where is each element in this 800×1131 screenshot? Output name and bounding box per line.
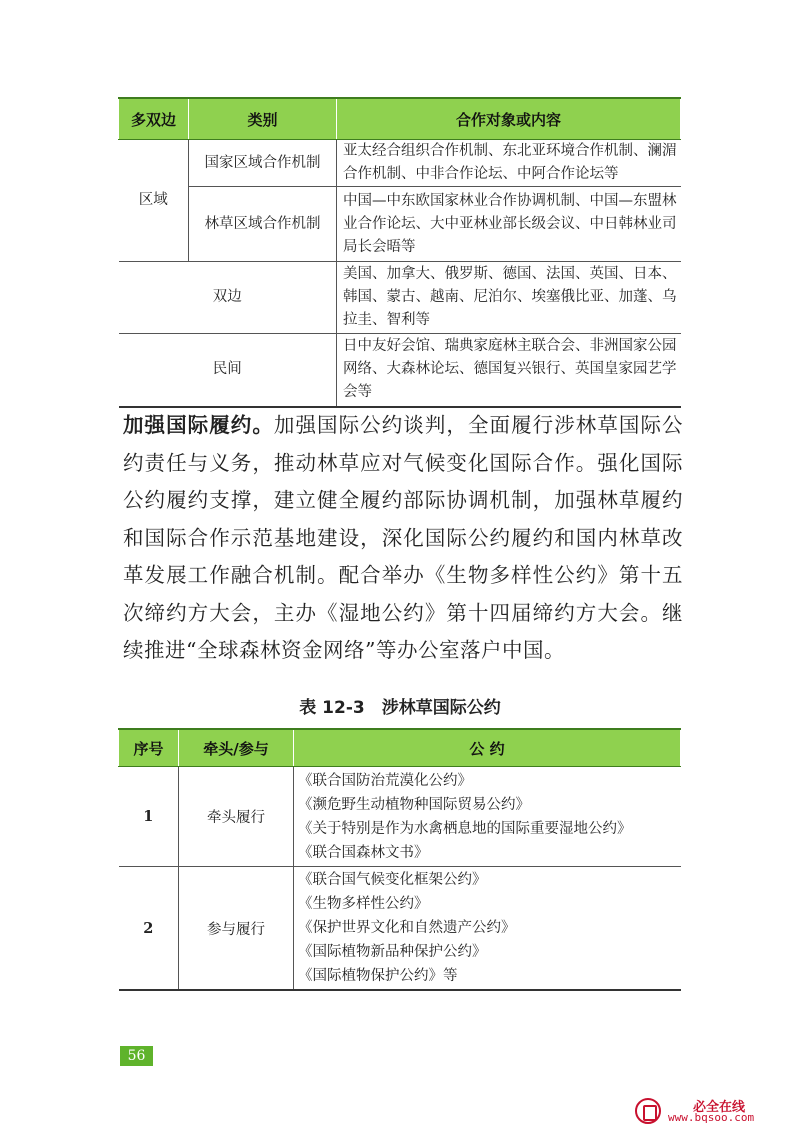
table-row: [119, 867, 681, 991]
category-cell: 民间: [119, 334, 337, 407]
role-cell: 参与履行: [179, 867, 294, 991]
category-cell: 双边: [119, 262, 337, 334]
role-cell: 牵头履行: [179, 767, 294, 867]
convention-item: 《国际植物新品种保护公约》: [298, 944, 487, 960]
content-cell: 日中友好会馆、瑞典家庭林主联合会、非洲国家公园网络、大森林论坛、德国复兴银行、英国皇家园艺学会等: [337, 334, 681, 407]
row-number: 1: [119, 767, 179, 867]
table-header-row: [119, 729, 681, 767]
body-paragraph: [123, 407, 683, 670]
conventions-cell: [294, 867, 681, 991]
row-number: 2: [119, 867, 179, 991]
table-header: 公 约: [294, 729, 681, 767]
convention-item: 《国际植物保护公约》等: [298, 968, 458, 984]
convention-item: 《生物多样性公约》: [298, 896, 429, 912]
table-header-row: [119, 98, 681, 140]
category-cell: 国家区域合作机制: [189, 140, 337, 187]
region-cell: 区域: [119, 140, 189, 262]
content-cell: 美国、加拿大、俄罗斯、德国、法国、英国、日本、韩国、蒙古、越南、尼泊尔、埃塞俄比亚、加蓬、乌拉圭、智利等: [337, 262, 681, 334]
paragraph-lead: 加强国际履约。: [123, 413, 274, 437]
conventions-cell: [294, 767, 681, 867]
convention-item: 《濒危野生动植物种国际贸易公约》: [298, 796, 530, 813]
watermark-url: www.bqsoo.com: [668, 1111, 755, 1124]
table-row: [119, 187, 681, 262]
table-row: [119, 334, 681, 407]
paragraph-text: 加强国际公约谈判，全面履行涉林草国际公约责任与义务，推动林草应对气候变化国际合作。强化国际公约履约支撑，建立健全履约部际协调机制，加强林草履约和国际合作示范基地建设，深化国际公约履约和国内林草改革发展工作融合机制。配合举办《生物多样性公约》第十五次缔约方大会，主办《湿地公约》第十四届缔约方大会。继续推进“全球森林资金网络”等办公室落户中国。: [123, 413, 684, 662]
table-header: 牵头/参与: [179, 729, 294, 767]
category-cell: 林草区域合作机制: [189, 187, 337, 262]
cooperation-table: [118, 97, 681, 408]
table-row: [119, 767, 681, 867]
content-cell: 中国—中东欧国家林业合作协调机制、中国—东盟林业合作论坛、大中亚林业部长级会议、中日韩林业司局长会晤等: [337, 187, 681, 262]
table-row: [119, 140, 681, 187]
convention-item: 《关于特别是作为水禽栖息地的国际重要湿地公约》: [298, 820, 632, 837]
table-header: 多双边: [119, 98, 189, 140]
watermark: [635, 1096, 785, 1126]
convention-item: 《保护世界文化和自然遗产公约》: [298, 920, 516, 936]
conventions-table: [118, 728, 681, 991]
convention-item: 《联合国森林文书》: [298, 844, 429, 861]
content-cell: 亚太经合组织合作机制、东北亚环境合作机制、澜湄合作机制、中非合作论坛、中阿合作论坛等: [337, 140, 681, 187]
bqsoo-logo-icon: [635, 1098, 661, 1124]
table-header: 合作对象或内容: [337, 98, 681, 140]
table-caption: 表 12-3 涉林草国际公约: [299, 698, 501, 718]
convention-item: 《联合国防治荒漠化公约》: [298, 772, 472, 789]
table-row: [119, 262, 681, 334]
watermark-name: 必全在线: [693, 1100, 746, 1115]
table-header: 类别: [189, 98, 337, 140]
page-number: 56: [120, 1046, 153, 1066]
table-header: 序号: [119, 729, 179, 767]
convention-item: 《联合国气候变化框架公约》: [298, 872, 487, 888]
